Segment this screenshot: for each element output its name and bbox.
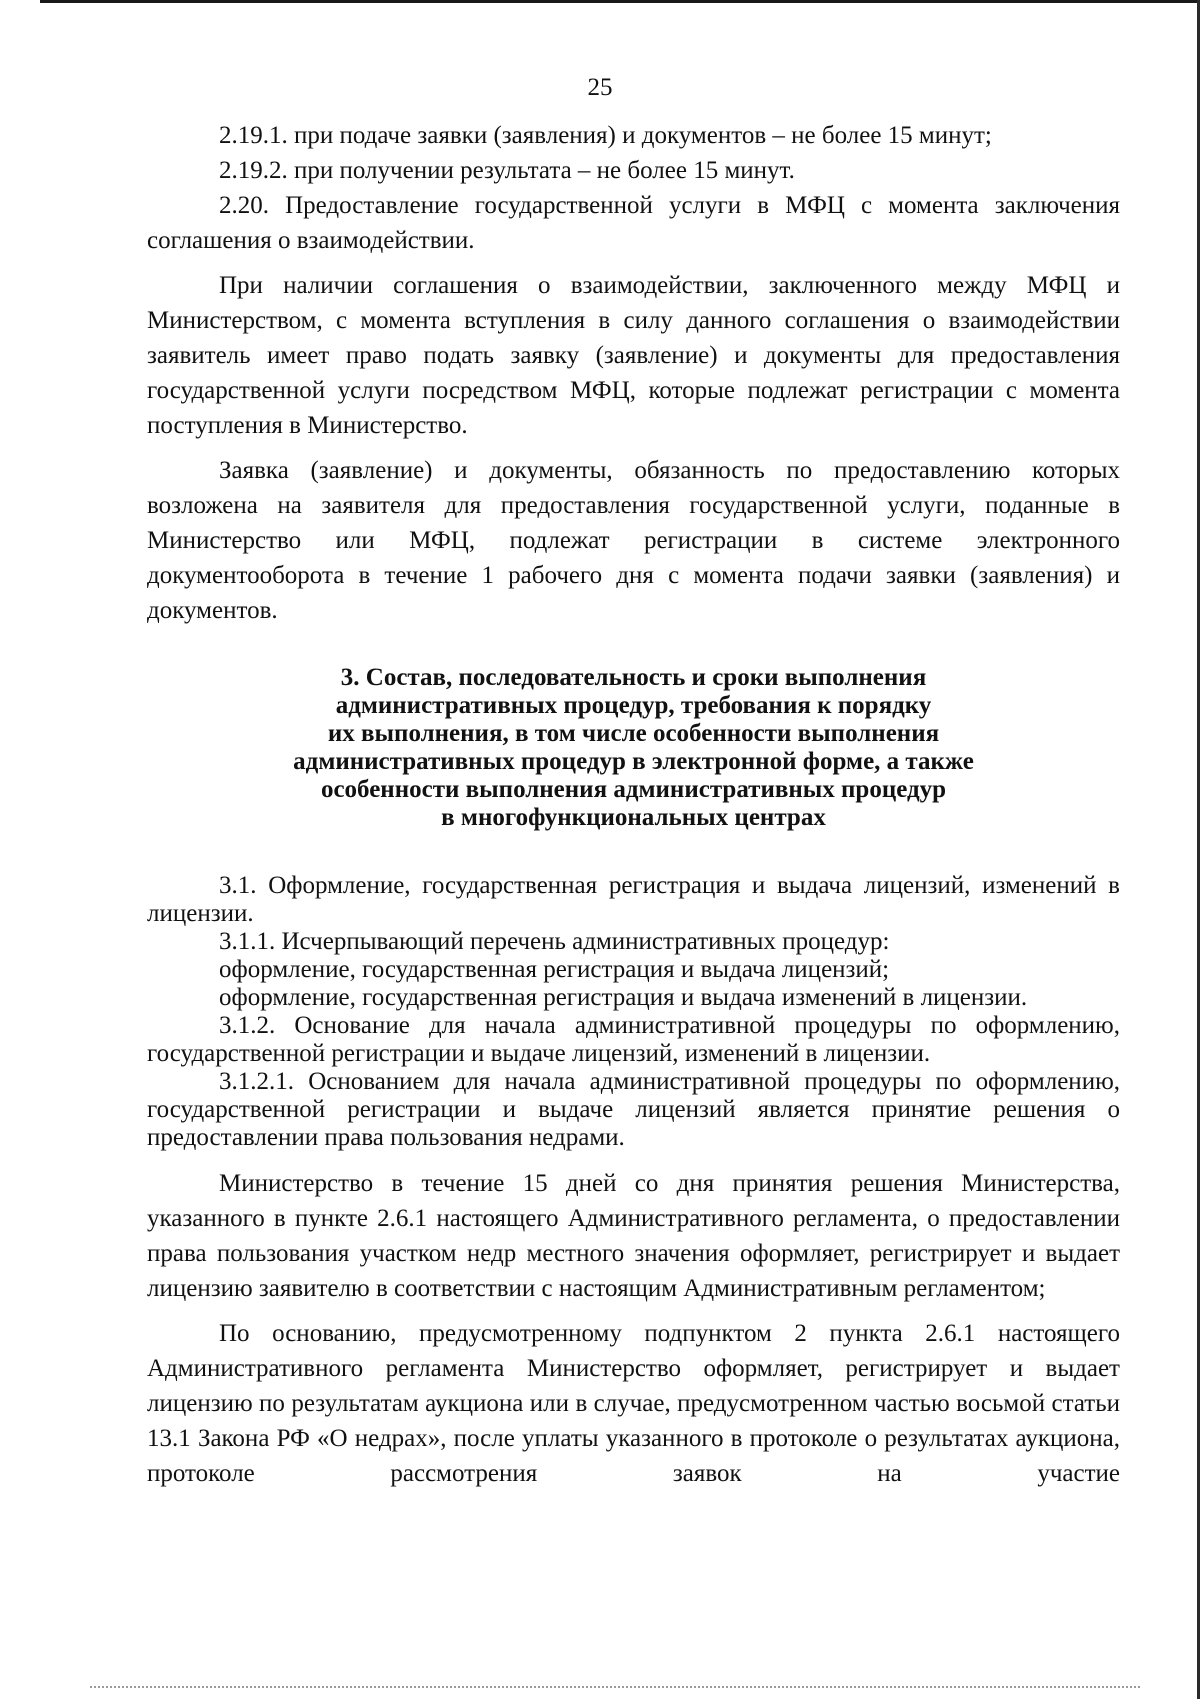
paragraph-mfc-agreement: При наличии соглашения о взаимодействии, заключенного между МФЦ и Министерством, с момента вступления в силу данного соглашения о взаимодействии заявитель имеет право подать заявку (заявление) и документы для предоставления государственной услуги посредством МФЦ, которые подлежат регистрации с момента поступления в Министерство.: [147, 272, 1120, 439]
paragraph-ministry-15-days: Министерство в течение 15 дней со дня принятия решения Министерства, указанного в пункте 2.6.1 настоящего Административного регламента, о предоставлении права пользования участком недр местного значения оформляет, регистрирует и выдает лицензию заявителю в соответствии с настоящим Административным регламентом;: [147, 1170, 1120, 1302]
paragraph-3-1-2: 3.1.2. Основание для начала административной процедуры по оформлению, государственной регистрации и выдаче лицензий, изменений в лицензии.: [147, 1012, 1120, 1067]
heading-line: административных процедур в электронной форме, а также: [293, 748, 974, 775]
heading-line: 3. Состав, последовательность и сроки выполнения: [340, 664, 927, 691]
paragraph-2-19-2: 2.19.2. при получении результата – не более 15 минут.: [219, 157, 795, 184]
scan-edge-top: [40, 0, 1200, 3]
paragraph-2-19-1: 2.19.1. при подаче заявки (заявления) и документов – не более 15 минут;: [219, 122, 992, 149]
page-number: 25: [587, 74, 613, 101]
paragraph-changes-list-item: оформление, государственная регистрация и выдача изменений в лицензии.: [219, 984, 1028, 1011]
paragraph-licenses-list-item: оформление, государственная регистрация и выдача лицензий;: [219, 956, 890, 983]
paragraph-3-1-2-1: 3.1.2.1. Основанием для начала административной процедуры по оформлению, государственной регистрации и выдаче лицензий является принятие решения о предоставлении права пользования недрами.: [147, 1068, 1120, 1151]
paragraph-2-20: 2.20. Предоставление государственной услуги в МФЦ с момента заключения соглашения о взаимодействии.: [147, 192, 1120, 254]
paragraph-3-1-1: 3.1.1. Исчерпывающий перечень административных процедур:: [219, 928, 890, 955]
heading-line: в многофункциональных центрах: [441, 804, 826, 831]
scan-noise-bottom: [90, 1686, 1140, 1690]
paragraph-auction-basis: По основанию, предусмотренному подпунктом 2 пункта 2.6.1 настоящего Административного регламента Министерство оформляет, регистрирует и выдает лицензию по результатам аукциона или в случае, предусмотренном частью восьмой статьи 13.1 Закона РФ «О недрах», после уплаты указанного в протоколе о результатах аукциона, протоколе рассмотрения заявок на участие: [147, 1320, 1120, 1487]
heading-line: их выполнения, в том числе особенности выполнения: [327, 720, 940, 747]
heading-line: особенности выполнения административных процедур: [320, 776, 947, 803]
paragraph-3-1: 3.1. Оформление, государственная регистрация и выдача лицензий, изменений в лицензии.: [147, 872, 1120, 927]
heading-line: административных процедур, требования к порядку: [335, 692, 932, 719]
section-3-heading: [147, 664, 1120, 832]
paragraph-registration: Заявка (заявление) и документы, обязанность по предоставлению которых возложена на заявителя для предоставления государственной услуги, поданные в Министерство или МФЦ, подлежат регистрации в системе электронного документооборота в течение 1 рабочего дня с момента подачи заявки (заявления) и документов.: [147, 457, 1120, 624]
document-body: [147, 118, 1120, 1491]
